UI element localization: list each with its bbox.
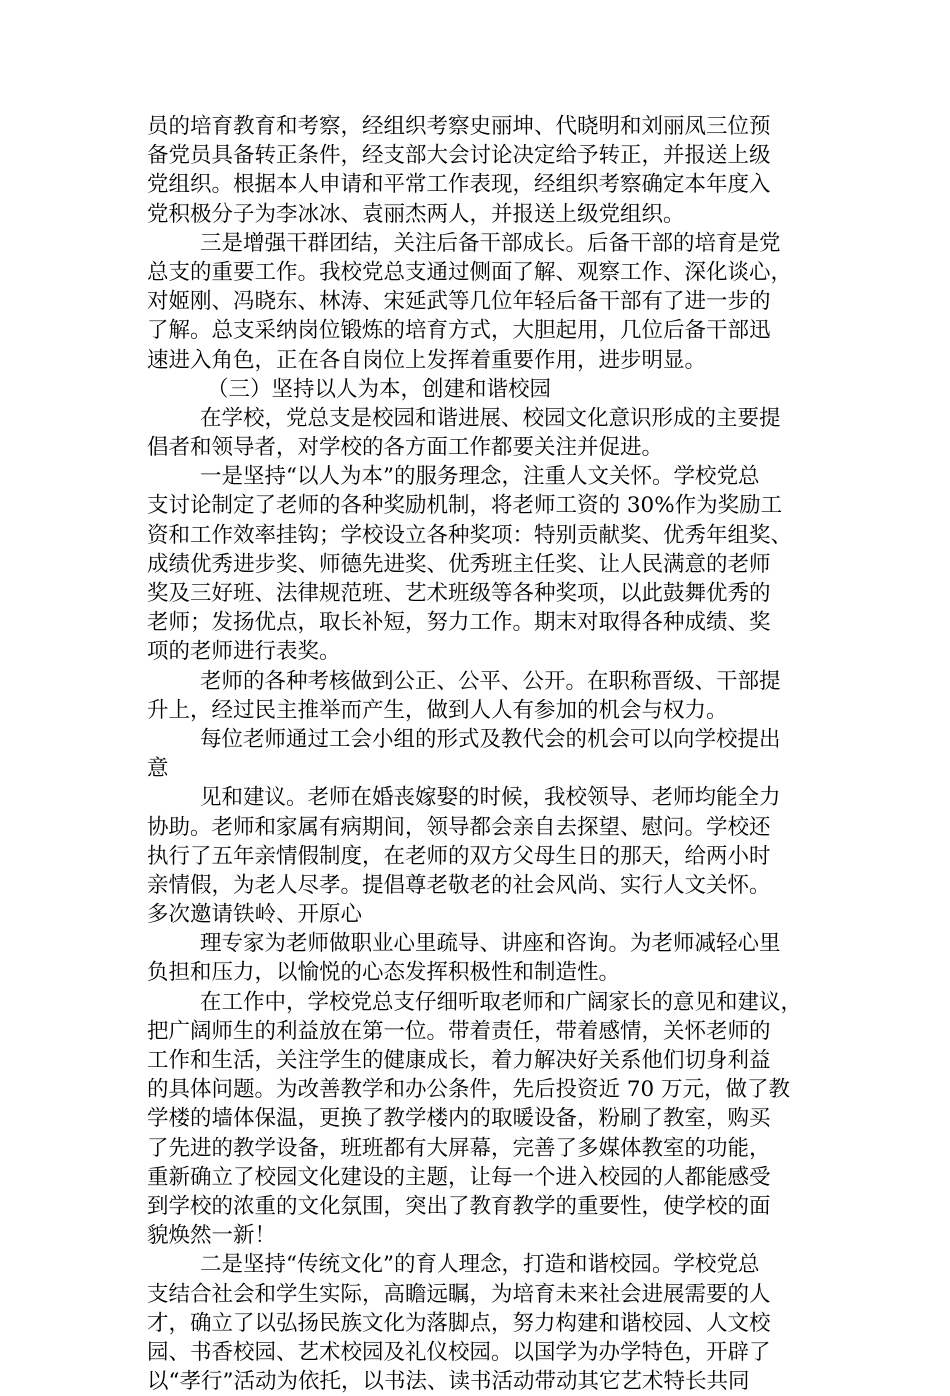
text-line: 资和工作效率挂钩；学校设立各种奖项：特别贡献奖、优秀年组奖、 [147,522,793,548]
text-line: 对姬刚、冯晓东、林涛、宋延武等几位年轻后备干部有了进一步的 [147,289,771,315]
text-line: 在工作中，学校党总支仔细听取老师和广阔家长的意见和建议， [200,989,803,1015]
text-line: 项的老师进行表奖。 [147,639,341,665]
text-line: 把广阔师生的利益放在第一位。带着责任，带着感情，关怀老师的 [147,1018,771,1044]
text-line: 才，确立了以弘扬民族文化为落脚点，努力构建和谐校园、人文校 [147,1310,771,1336]
text-line: 二是坚持“传统文化”的育人理念，打造和谐校园。学校党总 [200,1252,760,1278]
text-line: 员的培育教育和考察，经组织考察史丽坤、代晓明和刘丽凤三位预 [147,114,771,139]
text-line: 速进入角色，正在各自岗位上发挥着重要作用，进步明显。 [147,347,707,373]
text-line: 一是坚持“以人为本”的服务理念，注重人文关怀。学校党总 [200,464,760,490]
text-line: 老师的各种考核做到公正、公平、公开。在职称晋级、干部提 [200,668,781,694]
text-line: 党积极分子为李冰冰、袁丽杰两人，并报送上级党组织。 [147,201,685,227]
text-line: 工作和生活，关注学生的健康成长，着力解决好关系他们切身利益 [147,1048,771,1073]
text-line: 重新确立了校园文化建设的主题，让每一个进入校园的人都能感受 [147,1164,771,1190]
text-line: 升上，经过民主推举而产生，做到人人有参加的机会与权力。 [147,697,728,723]
text-line: 负担和压力，以愉悦的心态发挥积极性和制造性。 [147,960,621,986]
text-line: 支讨论制定了老师的各种奖励机制，将老师工资的 30%作为奖励工 [147,493,783,519]
text-line: 以“孝行”活动为依托，以书法、读书活动带动其它艺术特长共同 [147,1369,750,1395]
text-line: 了解。总支采纳岗位锻炼的培育方式，大胆起用，几位后备干部迅 [147,318,771,344]
text-line: 多次邀请铁岭、开原心 [147,902,363,928]
text-line: 见和建议。老师在婚丧嫁娶的时候，我校领导、老师均能全力 [200,785,781,811]
text-line: （三）坚持以人为本，创建和谐校园 [207,376,552,402]
text-line: 奖及三好班、法律规范班、艺术班级等各种奖项，以此鼓舞优秀的 [147,581,771,606]
text-line: 支结合社会和学生实际，高瞻远瞩，为培育未来社会进展需要的人 [147,1281,771,1307]
text-line: 学楼的墙体保温，更换了教学楼内的取暖设备，粉刷了教室，购买 [147,1106,771,1132]
text-line: 党组织。根据本人申请和平常工作表现，经组织考察确定本年度入 [147,172,771,198]
text-line: 倡者和领导者，对学校的各方面工作都要关注并促进。 [147,435,664,461]
text-line: 到学校的浓重的文化氛围，突出了教育教学的重要性，使学校的面 [147,1193,771,1219]
text-line: 在学校，党总支是校园和谐进展、校园文化意识形成的主要提 [200,405,781,431]
text-line: 园、书香校园、艺术校园及礼仪校园。以国学为办学特色，开辟了 [147,1339,771,1365]
text-line: 总支的重要工作。我校党总支通过侧面了解、观察工作、深化谈心， [147,259,793,285]
text-line: 三是增强干群团结，关注后备干部成长。后备干部的培育是党 [200,230,781,256]
text-line: 每位老师通过工会小组的形式及教代会的机会可以向学校提出 [200,726,781,752]
text-line: 老师；发扬优点，取长补短，努力工作。期末对取得各种成绩、奖 [147,610,771,636]
text-line: 意 [147,756,169,782]
text-line: 理专家为老师做职业心里疏导、讲座和咨询。为老师减轻心里 [200,931,781,957]
text-line: 成绩优秀进步奖、师德先进奖、优秀班主任奖、让人民满意的老师 [147,551,771,577]
text-line: 亲情假，为老人尽孝。提倡尊老敬老的社会风尚、实行人文关怀。 [147,872,771,898]
text-line: 协助。老师和家属有病期间，领导都会亲自去探望、慰问。学校还 [147,814,771,840]
text-line: 了先进的教学设备，班班都有大屏幕，完善了多媒体教室的功能， [147,1135,771,1161]
text-line: 的具体问题。为改善教学和办公条件，先后投资近 70 万元，做了教 [147,1077,791,1103]
text-line: 执行了五年亲情假制度，在老师的双方父母生日的那天，给两小时 [147,843,771,869]
text-line: 貌焕然一新！ [147,1223,277,1249]
document-page [147,112,827,1396]
text-line: 备党员具备转正条件，经支部大会讨论决定给予转正，并报送上级 [147,143,771,169]
